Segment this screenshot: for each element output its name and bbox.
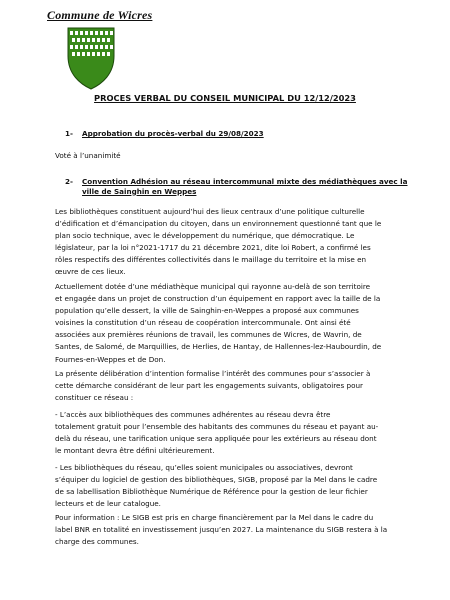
paragraph-line: constituer ce réseau : <box>55 393 134 403</box>
bullet-2 <box>55 462 395 510</box>
section-2-title-line: ville de Sainghin en Weppes <box>82 186 197 196</box>
paragraph-line: de sa labellisation Bibliothèque Numérique de Référence pour la gestion de leur fichier <box>55 487 368 497</box>
paragraph-line: Les bibliothèques constituent aujourd’hui des lieux centraux d’une politique culturelle <box>55 207 365 216</box>
paragraph-3 <box>55 368 395 404</box>
paragraph-1 <box>55 206 395 279</box>
section-2-title <box>82 177 408 196</box>
paragraph-line: législateur, par la loi n°2021-1717 du 21 décembre 2021, dite loi Robert, a confirmé les <box>55 243 371 253</box>
paragraph-line: - Les bibliothèques du réseau, qu’elles soient municipales ou associatives, devront <box>55 463 353 472</box>
section-1-title-line: Approbation du procès-verbal du 29/08/2023 <box>82 129 264 138</box>
paragraph-line: Voté à l’unanimité <box>55 151 121 160</box>
paragraph-line: Actuellement dotée d’une médiathèque municipal qui rayonne au-delà de son territoire <box>55 282 371 291</box>
paragraph-information <box>55 512 395 548</box>
paragraph-line: Santes, de Salomé, de Marquillies, de Herlies, de Hantay, de Hallennes-lez-Haubourdin, de <box>55 342 382 352</box>
paragraph-line: Pour information : Le SIGB est pris en charge financièrement par la Mel dans le cadre du <box>55 513 374 522</box>
section-2-number: 2- <box>65 177 73 186</box>
paragraph-line: œuvre de ces lieux. <box>55 267 126 277</box>
bullet-1 <box>55 409 395 457</box>
paragraph-line: et engagée dans un projet de construction d’un équipement en rapport avec la taille de la <box>55 294 381 304</box>
document-title: PROCES VERBAL DU CONSEIL MUNICIPAL DU 12/12/2023 <box>94 93 356 103</box>
paragraph-line: rôles respectifs des différentes collectivités dans le maillage du territoire et la mise en <box>55 255 367 265</box>
section-2-title-line: Convention Adhésion au réseau intercommunal mixte des médiathèques avec la <box>82 177 408 186</box>
paragraph-line: Fournes-en-Weppes et de Don. <box>55 354 166 364</box>
paragraph-line: cette démarche considérant de leur part les engagements suivants, obligatoires pour <box>55 381 363 391</box>
paragraph-line: d’édification et d’émancipation du citoyen, dans un environnement questionné tant que le <box>55 219 382 229</box>
paragraph-line: s’équiper du logiciel de gestion des bibliothèques, SIGB, proposé par la Mel dans le cadre <box>55 475 378 485</box>
paragraph-line: - L’accès aux bibliothèques des communes adhérentes au réseau devra être <box>55 410 331 419</box>
paragraph-line: label BNR en totalité en investissement jusqu’en 2027. La maintenance du SIGB restera à la <box>55 525 388 535</box>
paragraph-line: associées aux premières réunions de travail, les communes de Wicres, de Wavrin, de <box>55 330 362 340</box>
paragraph-line: voisines la constitution d’un réseau de coopération intercommunale. Ont ainsi été <box>55 318 351 328</box>
paragraph-line: charge des communes. <box>55 537 139 547</box>
coat-of-arms-icon <box>66 26 116 90</box>
section-1-title <box>82 129 264 139</box>
paragraph-line: lecteurs et de leur catalogue. <box>55 499 161 509</box>
paragraph-line: le montant devra être défini ultérieurement. <box>55 446 215 456</box>
section-1-number: 1- <box>65 129 73 138</box>
commune-name: Commune de Wicres <box>47 8 153 22</box>
paragraph-line: population qu’elle dessert, la ville de Sainghin-en-Weppes a proposé aux communes <box>55 306 359 316</box>
vote-result <box>55 150 395 162</box>
paragraph-line: plan socio technique, avec le développement du numérique, que démocratique. Le <box>55 231 355 241</box>
paragraph-2 <box>55 281 395 366</box>
paragraph-line: La présente délibération d’intention formalise l’intérêt des communes pour s’associer à <box>55 369 371 378</box>
paragraph-line: totalement gratuit pour l’ensemble des habitants des communes du réseau et payant au- <box>55 422 379 432</box>
paragraph-line: delà du réseau, une tarification unique sera appliquée pour les extérieurs au réseau dont <box>55 434 377 444</box>
